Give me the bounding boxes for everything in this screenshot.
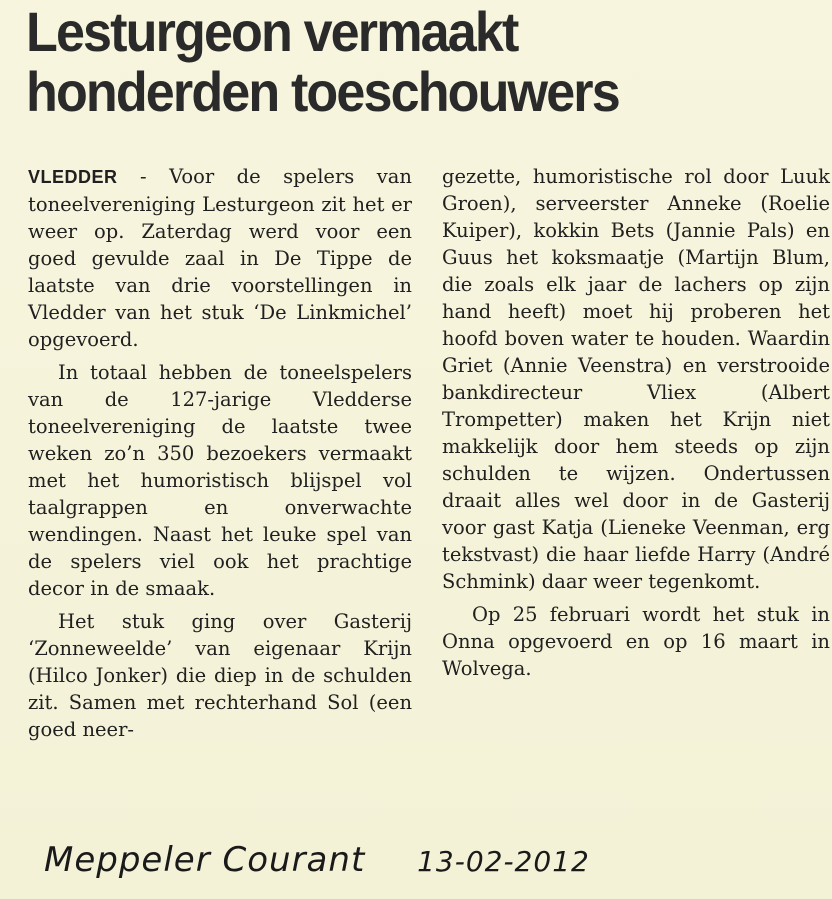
paragraph-cast: gezette, humoristische rol door Luuk Groen), serveerster Anneke (Roelie Kuiper), kokkin Bets (Jannie Pals) en Guus het koksmaatje (Martijn Blum, die zoals elk jaar de lachers op zijn hand heeft) moet hij proberen het hoofd boven water te houden. Waardin Griet (Annie Veenstra) en verstrooide bankdirecteur Vliex (Albert Trompetter) maken het Krijn niet makkelijk door hem steeds op zijn schulden te wijzen. Ondertussen draait alles wel door in de Gasterij voor gast Katja (Lieneke Veenman, erg tekstvast) die haar liefde Harry (André Schmink) daar weer tegenkomt. xyxy=(442,165,830,593)
paragraph-intro xyxy=(28,163,412,353)
source-date: 13-02-2012 xyxy=(417,845,590,878)
headline xyxy=(26,2,761,122)
article-column-right xyxy=(442,163,830,688)
paragraph-intro-text: - Voor de spelers van toneelvereniging Lesturgeon zit het er weer op. Zaterdag werd voor een goed gevulde zaal in De Tippe de laatste van drie voorstellingen in Vledder van het stuk ‘De Linkmichel’ opgevoerd. xyxy=(28,165,412,351)
paragraph-plot: Het stuk ging over Gasterij ‘Zonneweelde’ van eigenaar Krijn (Hilco Jonker) die diep in de schulden zit. Samen met rechterhand Sol (een goed neer- xyxy=(28,610,412,741)
paragraph-visitors: In totaal hebben de toneelspelers van de 127-jarige Vledderse toneelvereniging de laatste twee weken zo’n 350 bezoekers vermaakt met het humoristisch blijspel vol taalgrappen en onverwachte wendingen. Naast het leuke spel van de spelers viel ook het prachtige decor in de smaak. xyxy=(28,361,412,600)
headline-line-2: honderden toeschouwers xyxy=(26,60,619,123)
source-newspaper: Meppeler Courant xyxy=(44,840,366,880)
article-column-left xyxy=(28,163,412,749)
paragraph-upcoming: Op 25 februari wordt het stuk in Onna opgevoerd en op 16 maart in Wolvega. xyxy=(442,603,830,680)
headline-line-1: Lesturgeon vermaakt xyxy=(26,0,518,63)
dateline: VLEDDER xyxy=(28,167,118,187)
handwritten-source-note xyxy=(44,838,644,884)
